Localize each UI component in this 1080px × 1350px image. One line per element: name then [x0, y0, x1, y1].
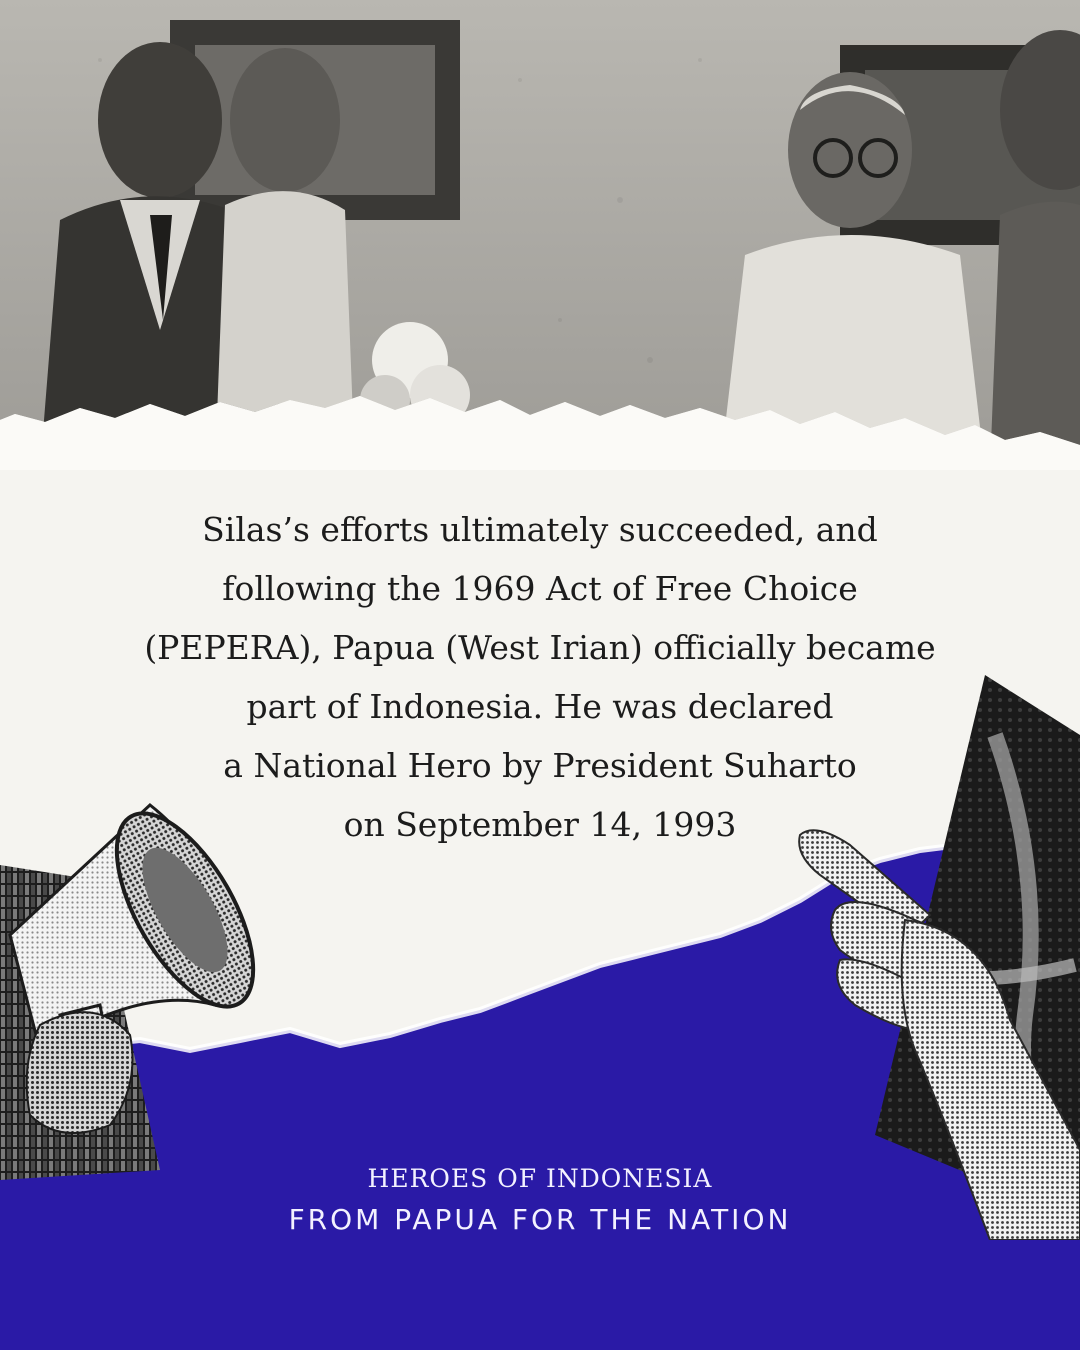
body-line: following the 1969 Act of Free Choice: [222, 569, 858, 608]
tagline: FROM PAPUA FOR THE NATION: [288, 1203, 792, 1236]
body-line: a National Hero by President Suharto: [223, 746, 857, 785]
body-line: Silas’s efforts ultimately succeeded, and: [202, 510, 878, 549]
body-paragraph: [90, 500, 990, 854]
body-line: part of Indonesia. He was declared: [246, 687, 834, 726]
body-line: on September 14, 1993: [343, 805, 737, 844]
body-line: (PEPERA), Papua (West Irian) officially became: [144, 628, 936, 667]
series-title: HEROES OF INDONESIA: [367, 1164, 713, 1193]
footer: [0, 1160, 1080, 1242]
